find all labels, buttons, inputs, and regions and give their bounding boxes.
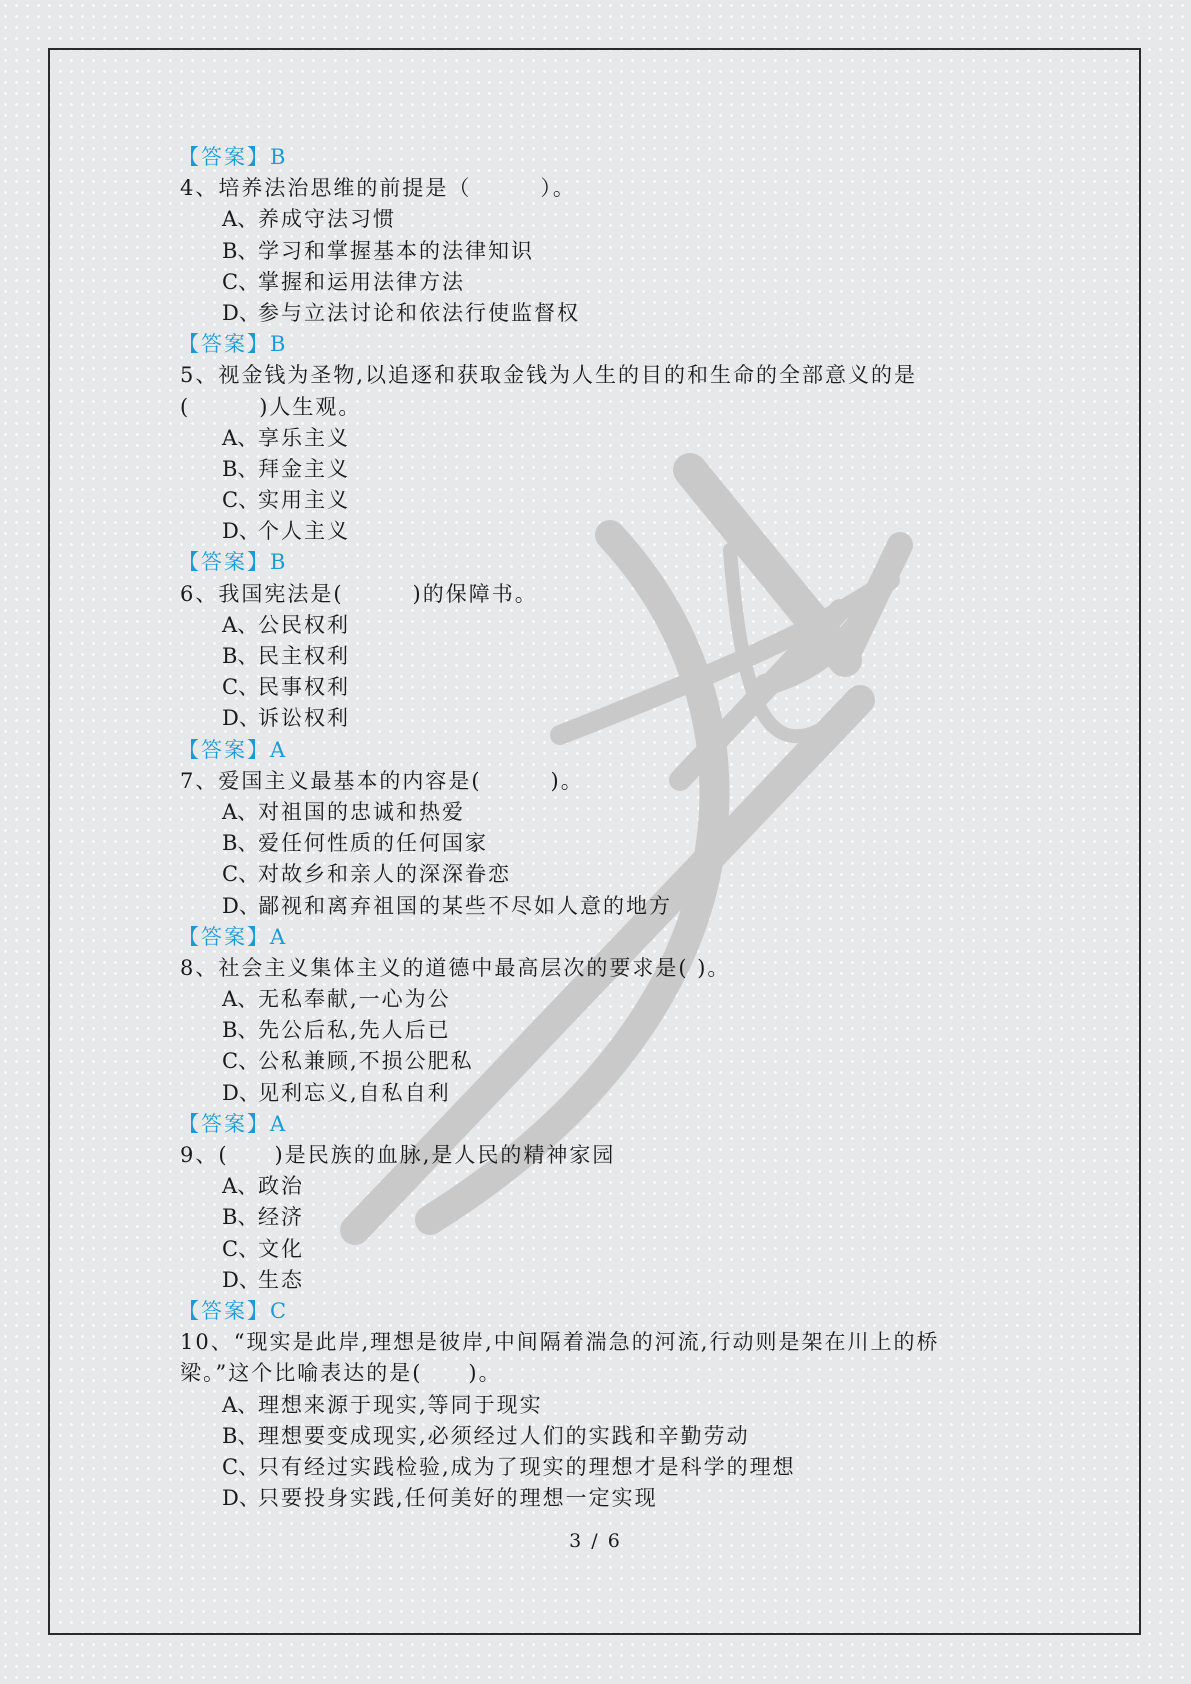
- answer-line: [178, 735, 1020, 766]
- option-letter: C、: [222, 1049, 260, 1074]
- option-line: [180, 610, 1020, 641]
- option-letter: B、: [222, 1205, 259, 1230]
- answer-label: 【答案】: [178, 332, 270, 357]
- option-letter: A、: [222, 425, 259, 450]
- page-number: 3 / 6: [569, 1530, 622, 1552]
- option-text: 只要投身实践,任何美好的理想一定实现: [258, 1486, 658, 1511]
- option-line: [180, 1046, 1020, 1077]
- question-line: 10、“现实是此岸,理想是彼岸,中间隔着湍急的河流,行动则是架在川上的桥: [180, 1330, 940, 1355]
- option-text: 掌握和运用法律方法: [258, 269, 465, 294]
- question-line: 5、视金钱为圣物,以追逐和获取金钱为人生的目的和生命的全部意义的是: [180, 363, 918, 388]
- option-line: [180, 298, 1020, 329]
- option-line: [180, 1171, 1020, 1202]
- option-text: 个人主义: [258, 519, 350, 544]
- option-letter: B、: [222, 644, 259, 668]
- option-letter: D、: [222, 1486, 260, 1511]
- option-letter: D、: [222, 706, 260, 731]
- option-line: [180, 454, 1020, 485]
- option-letter: C、: [222, 675, 260, 700]
- option-text: 理想要变成现实,必须经过人们的实践和辛勤劳动: [258, 1423, 750, 1448]
- option-text: 鄙视和离弃祖国的某些不尽如人意的地方: [258, 893, 672, 918]
- option-line: [180, 828, 1020, 859]
- option-letter: B、: [222, 831, 259, 856]
- option-text: 享乐主义: [258, 425, 350, 450]
- document-body: [180, 142, 1020, 1514]
- option-line: [180, 1202, 1020, 1233]
- answer-line: [178, 922, 1020, 953]
- option-line: [180, 1483, 1020, 1514]
- answer-line: [178, 1296, 1020, 1327]
- option-letter: D、: [222, 1267, 260, 1292]
- option-letter: D、: [222, 1080, 260, 1105]
- option-letter: B、: [222, 238, 259, 263]
- answer-value: B: [270, 550, 288, 575]
- option-letter: B、: [222, 1423, 259, 1448]
- option-text: 对故乡和亲人的深深眷恋: [258, 862, 511, 887]
- answer-value: B: [270, 145, 288, 169]
- option-line: [180, 1421, 1020, 1452]
- answer-line: [178, 329, 1020, 360]
- answer-label: 【答案】: [178, 737, 270, 762]
- option-letter: A、: [222, 207, 259, 232]
- option-text: 学习和掌握基本的法律知识: [258, 238, 534, 263]
- option-letter: A、: [222, 987, 259, 1012]
- option-text: 文化: [258, 1236, 304, 1261]
- question-line: ( )人生观。: [180, 394, 362, 419]
- option-letter: A、: [222, 1392, 259, 1417]
- option-letter: D、: [222, 300, 260, 325]
- option-line: [180, 1078, 1020, 1109]
- option-line: [180, 703, 1020, 734]
- option-letter: C、: [222, 488, 260, 513]
- option-line: [180, 1015, 1020, 1046]
- option-line: [180, 267, 1020, 298]
- answer-line: [178, 547, 1020, 578]
- option-line: [180, 236, 1020, 267]
- question-line: 4、培养法治思维的前提是（ ）。: [180, 176, 576, 201]
- option-line: [180, 204, 1020, 235]
- answer-label: 【答案】: [178, 550, 270, 575]
- answer-value: A: [270, 737, 288, 762]
- option-text: 公民权利: [258, 612, 350, 637]
- answer-label: 【答案】: [178, 145, 270, 169]
- option-text: 政治: [258, 1174, 304, 1199]
- option-letter: C、: [222, 269, 260, 294]
- answer-label: 【答案】: [178, 1111, 270, 1136]
- option-line: [180, 859, 1020, 890]
- option-text: 对祖国的忠诚和热爱: [258, 799, 465, 824]
- option-text: 先公后私,先人后已: [258, 1018, 451, 1043]
- question-line: 6、我国宪法是( )的保障书。: [180, 581, 538, 606]
- answer-line: [178, 1109, 1020, 1140]
- option-text: 民事权利: [258, 675, 350, 700]
- question-line: 7、爱国主义最基本的内容是( )。: [180, 768, 584, 793]
- option-line: [180, 485, 1020, 516]
- option-text: 爱任何性质的任何国家: [258, 831, 488, 856]
- option-letter: C、: [222, 1236, 260, 1261]
- option-text: 生态: [258, 1267, 304, 1292]
- option-text: 公私兼顾,不损公肥私: [258, 1049, 474, 1074]
- option-letter: A、: [222, 612, 259, 637]
- option-text: 实用主义: [258, 488, 350, 513]
- option-text: 无私奉献,一心为公: [258, 987, 451, 1012]
- option-text: 拜金主义: [258, 456, 350, 481]
- option-line: [180, 1390, 1020, 1421]
- option-text: 见利忘义,自私自利: [258, 1080, 451, 1105]
- option-letter: D、: [222, 893, 260, 918]
- option-letter: A、: [222, 799, 259, 824]
- option-line: [180, 1234, 1020, 1265]
- option-line: [180, 672, 1020, 703]
- answer-value: C: [270, 1298, 289, 1323]
- answer-line: [178, 142, 1020, 173]
- option-text: 经济: [258, 1205, 304, 1230]
- option-text: 诉讼权利: [258, 706, 350, 731]
- option-text: 参与立法讨论和依法行使监督权: [258, 300, 580, 325]
- option-text: 养成守法习惯: [258, 207, 396, 232]
- option-text: 理想来源于现实,等同于现实: [258, 1392, 543, 1417]
- option-letter: D、: [222, 519, 260, 544]
- option-letter: B、: [222, 1018, 259, 1043]
- option-line: [180, 984, 1020, 1015]
- option-letter: C、: [222, 862, 260, 887]
- answer-label: 【答案】: [178, 1298, 270, 1323]
- option-letter: B、: [222, 456, 259, 481]
- answer-label: 【答案】: [178, 924, 270, 949]
- question-line: 梁。”这个比喻表达的是( )。: [180, 1361, 502, 1386]
- question-line: 9、( )是民族的血脉,是人民的精神家园: [180, 1143, 616, 1167]
- answer-value: B: [270, 332, 288, 357]
- option-line: [180, 641, 1020, 672]
- answer-value: A: [270, 924, 288, 949]
- option-line: [180, 1452, 1020, 1483]
- option-text: 民主权利: [258, 644, 350, 668]
- question-line: 8、社会主义集体主义的道德中最高层次的要求是( )。: [180, 955, 731, 980]
- option-letter: C、: [222, 1454, 260, 1479]
- option-line: [180, 1265, 1020, 1296]
- option-text: 只有经过实践检验,成为了现实的理想才是科学的理想: [258, 1454, 796, 1479]
- option-line: [180, 423, 1020, 454]
- option-letter: A、: [222, 1174, 259, 1199]
- option-line: [180, 891, 1020, 922]
- option-line: [180, 797, 1020, 828]
- answer-value: A: [270, 1111, 288, 1136]
- option-line: [180, 516, 1020, 547]
